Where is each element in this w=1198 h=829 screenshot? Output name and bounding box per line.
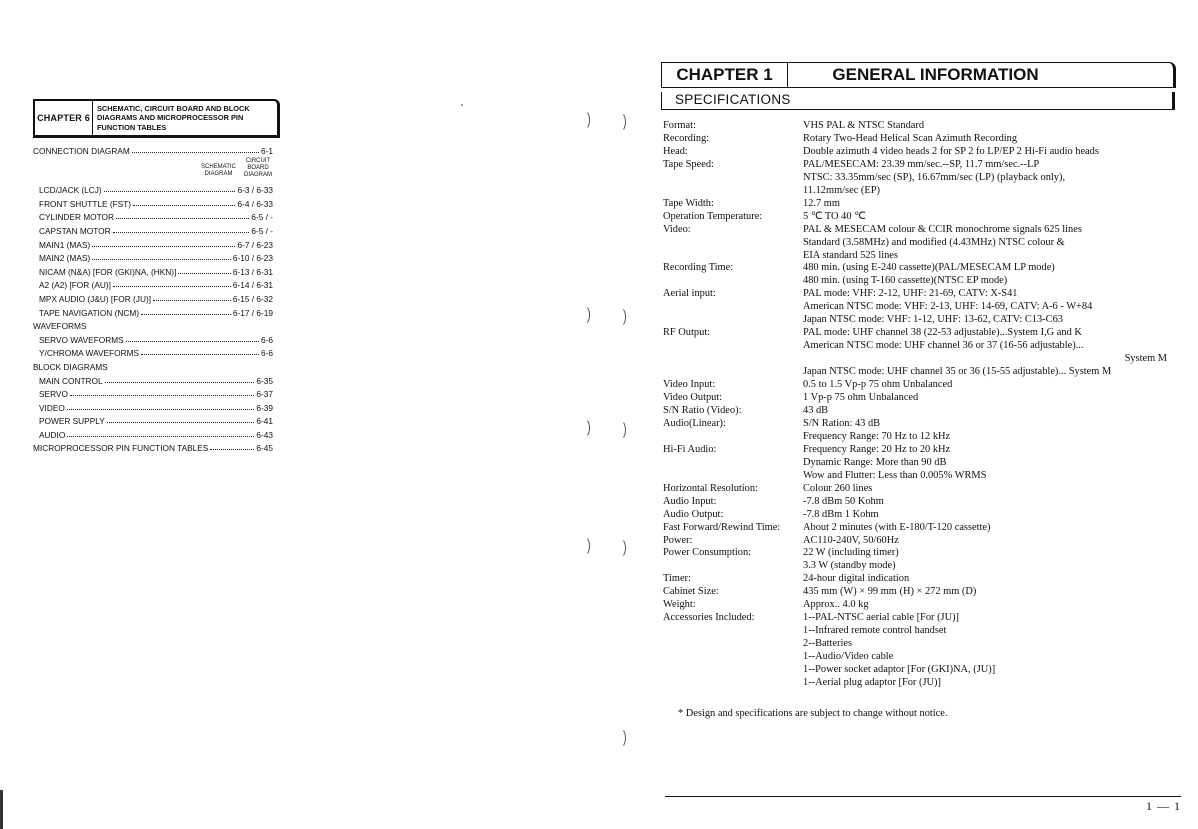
toc-entry[interactable]	[33, 209, 273, 223]
spec-row	[663, 522, 1173, 535]
spec-values	[803, 496, 1173, 509]
spec-label: S/N Ratio (Video):	[663, 404, 742, 416]
binding-hole-icon	[578, 418, 590, 438]
toc-entry-page: 6-6	[261, 334, 273, 345]
spec-values	[803, 405, 1173, 418]
spec-value-line: 1--Power socket adaptor [For (GKI)NA, (JU)]	[803, 664, 996, 676]
toc-entry-page: 6-4 / 6-33	[237, 198, 273, 209]
toc-entry-name: FRONT SHUTTLE (FST)	[39, 198, 132, 209]
binding-hole-icon	[614, 538, 626, 558]
spec-row	[663, 133, 1173, 146]
toc-entry-name: MAIN1 (MAS)	[39, 239, 91, 250]
toc-entry-page: 6-17 / 6-19	[232, 307, 273, 318]
spec-row	[663, 547, 1173, 573]
spec-values	[803, 573, 1173, 586]
toc-waveforms-list	[33, 331, 273, 358]
chapter-6-header-box	[33, 99, 280, 138]
spec-row	[663, 418, 1173, 444]
toc-entry-name: Y/CHROMA WAVEFORMS	[39, 348, 140, 359]
toc-entry-name: MPX AUDIO (J&U) [FOR (JU)]	[39, 293, 152, 304]
spec-value-line: 1 Vp-p 75 ohm Unbalanced	[803, 392, 919, 404]
spec-label: Video:	[663, 223, 691, 235]
chapter-1-label: CHAPTER 1	[662, 63, 788, 87]
toc-entry[interactable]	[33, 142, 273, 156]
spec-row	[663, 392, 1173, 405]
toc-entry-name: CAPSTAN MOTOR	[39, 225, 111, 236]
toc-leader-dots	[104, 191, 236, 192]
chapter-6-label: CHAPTER 6	[35, 101, 93, 135]
spec-label: Audio Output:	[663, 508, 724, 520]
spec-label: Horizontal Resolution:	[663, 482, 758, 494]
spec-label: Audio(Linear):	[663, 417, 726, 429]
column-header-line: DIAGRAM	[204, 170, 233, 177]
spec-value-line: Dynamic Range: More than 90 dB	[803, 456, 947, 468]
toc-entry[interactable]	[33, 386, 273, 400]
toc-entry[interactable]	[33, 277, 273, 291]
toc-entry-page: 6-45	[256, 443, 273, 454]
spec-values	[803, 522, 1173, 535]
toc-entry[interactable]	[33, 290, 273, 304]
spec-values	[803, 483, 1173, 496]
circuit-board-diagram-column-header	[244, 158, 272, 179]
spec-value-line: 0.5 to 1.5 Vp-p 75 ohm Unbalanced	[803, 379, 953, 391]
chapter-1-header-box	[661, 62, 1176, 88]
toc-leader-dots	[70, 395, 254, 396]
toc-entry-page: 6-7 / 6-23	[237, 239, 273, 250]
toc-leader-dots	[178, 273, 231, 274]
toc-entry-name: MICROPROCESSOR PIN FUNCTION TABLES	[33, 443, 209, 454]
toc-leader-dots	[141, 354, 259, 355]
page-number: 1 — 1	[1146, 799, 1181, 813]
spec-row	[663, 509, 1173, 522]
spec-label: Recording Time:	[663, 262, 734, 274]
spec-values	[803, 392, 1173, 405]
toc-entry[interactable]	[33, 345, 273, 359]
spec-label: Video Input:	[663, 379, 716, 391]
toc-leader-dots	[126, 341, 259, 342]
spec-label: Video Output:	[663, 392, 723, 404]
spec-values	[803, 612, 1173, 690]
binding-hole-icon	[614, 420, 626, 440]
toc-entry-name: A2 (A2) [FOR (AU)]	[39, 280, 111, 291]
toc-entry[interactable]	[33, 222, 273, 236]
spec-label: Hi-Fi Audio:	[663, 443, 717, 455]
toc-entry[interactable]	[33, 399, 273, 413]
toc-entry[interactable]	[33, 195, 273, 209]
spec-label: Power:	[663, 534, 693, 546]
spec-value-line: 1--Aerial plug adaptor [For (JU)]	[803, 676, 941, 688]
spec-value-line: American NTSC mode: VHF: 2-13, UHF: 14-69, CATV: A-6 - W+84	[803, 301, 1093, 313]
spec-values	[803, 586, 1173, 599]
spec-value-line: -7.8 dBm 1 Kohm	[803, 508, 879, 520]
spec-row	[663, 586, 1173, 599]
binding-hole-icon	[578, 305, 590, 325]
spec-value-line: System M	[1124, 353, 1167, 365]
spec-label: Tape Width:	[663, 197, 714, 209]
column-header-line: DIAGRAM	[244, 171, 273, 178]
spec-value-line: 2--Batteries	[803, 638, 853, 650]
toc-entry-name: AUDIO	[39, 429, 66, 440]
spec-value-line: American NTSC mode: UHF channel 36 or 37 (16-56 adjustable)...	[803, 340, 1084, 352]
chapter-1-title: GENERAL INFORMATION	[832, 65, 1039, 84]
toc-entry-name: SERVO	[39, 389, 68, 400]
spec-value-line: Japan NTSC mode: UHF channel 35 or 36 (15-55 adjustable)... System M	[803, 366, 1112, 378]
spec-row	[663, 288, 1173, 327]
toc-leader-dots	[113, 286, 231, 287]
table-of-contents	[33, 142, 273, 453]
binding-hole-icon	[614, 307, 626, 327]
spec-label: Cabinet Size:	[663, 586, 719, 598]
spec-label: Fast Forward/Rewind Time:	[663, 521, 781, 533]
toc-column-headers	[33, 156, 273, 182]
spec-value-line: S/N Ration: 43 dB	[803, 417, 881, 429]
spec-values	[803, 327, 1173, 379]
toc-entry-name: CONNECTION DIAGRAM	[33, 145, 130, 156]
spec-value-line: EIA standard 525 lines	[803, 249, 898, 261]
toc-section-heading: BLOCK DIAGRAMS	[33, 361, 108, 372]
spec-label: Recording:	[663, 132, 710, 144]
spec-value-line: PAL mode: VHF: 2-12, UHF: 21-69, CATV: X-S41	[803, 288, 1018, 300]
toc-entry[interactable]	[33, 236, 273, 250]
toc-leader-dots	[210, 449, 254, 450]
toc-entry-page: 6-39	[256, 402, 273, 413]
specifications-heading-bar	[661, 92, 1175, 110]
spec-row	[663, 120, 1173, 133]
schematic-diagram-column-header	[201, 164, 236, 178]
spec-value-line: 480 min. (using E-240 cassette)(PAL/MESECAM LP mode)	[803, 262, 1055, 274]
spec-values	[803, 509, 1173, 522]
spec-values	[803, 379, 1173, 392]
spec-values	[803, 535, 1173, 548]
toc-entry-page: 6-37	[256, 389, 273, 400]
toc-entry-page: 6-1	[261, 145, 273, 156]
spec-values	[803, 198, 1173, 211]
spec-value-line: Japan NTSC mode: VHF: 1-12, UHF: 13-62, CATV: C13-C63	[803, 314, 1063, 326]
toc-entry-page: 6-14 / 6-31	[232, 280, 273, 291]
spec-values	[803, 146, 1173, 159]
toc-entry-name: MAIN2 (MAS)	[39, 253, 91, 264]
spec-row	[663, 159, 1173, 198]
toc-leader-dots	[67, 409, 255, 410]
spec-value-line: AC110-240V, 50/60Hz	[803, 534, 899, 546]
spec-value-line: Rotary Two-Head Helical Scan Azimuth Recording	[803, 132, 1018, 144]
spec-values	[803, 418, 1173, 444]
spec-value-line: 3.3 W (standby mode)	[803, 560, 896, 572]
column-header-line: CIRCUIT	[245, 157, 271, 164]
spec-values	[803, 120, 1173, 133]
spec-label: Accessories Included:	[663, 612, 755, 624]
toc-entry-page: 6-43	[256, 429, 273, 440]
spec-value-line: About 2 minutes (with E-180/T-120 cassette)	[803, 521, 991, 533]
toc-entry[interactable]	[33, 331, 273, 345]
binding-hole-icon	[578, 110, 590, 130]
spec-value-line: 5 ℃ TO 40 ℃	[803, 210, 866, 222]
toc-entry-name: VIDEO	[39, 402, 65, 413]
toc-leader-dots	[153, 300, 231, 301]
toc-main-list	[33, 182, 273, 318]
spec-value-line: 480 min. (using T-160 cassette)(NTSC EP mode)	[803, 275, 1008, 287]
spec-values	[803, 133, 1173, 146]
spec-label: Timer:	[663, 573, 691, 585]
spec-label: Aerial input:	[663, 288, 716, 300]
spec-values	[803, 599, 1173, 612]
spec-value-line: 24-hour digital indication	[803, 573, 910, 585]
spec-value-line: NTSC: 33.35mm/sec (SP), 16.67mm/sec (LP) (playback only),	[803, 171, 1066, 183]
toc-leader-dots	[132, 152, 259, 153]
spec-value-line: 1--Audio/Video cable	[803, 651, 894, 663]
spec-value-line: PAL mode: UHF channel 38 (22-53 adjustable)...System I,G and K	[803, 327, 1082, 339]
spec-row	[663, 405, 1173, 418]
toc-entry-page: 6-15 / 6-32	[232, 293, 273, 304]
toc-entry-name: POWER SUPPLY	[39, 416, 105, 427]
spec-value-line: Frequency Range: 70 Hz to 12 kHz	[803, 430, 951, 442]
toc-entry[interactable]	[33, 426, 273, 440]
chapter-6-title-line: FUNCTION TABLES	[97, 122, 167, 132]
toc-entry-page: 6-13 / 6-31	[232, 266, 273, 277]
spec-value-line: PAL/MESECAM: 23.39 mm/sec.--SP, 11.7 mm/sec.--LP	[803, 158, 1040, 170]
toc-entry-name: TAPE NAVIGATION (NCM)	[39, 307, 140, 318]
toc-leader-dots	[105, 382, 255, 383]
toc-entry[interactable]	[33, 413, 273, 427]
spec-label: Format:	[663, 120, 696, 131]
spec-row	[663, 211, 1173, 224]
chapter-6-title	[93, 101, 277, 135]
spec-row	[663, 146, 1173, 159]
spec-row	[663, 535, 1173, 548]
spec-value-line: Colour 260 lines	[803, 482, 873, 494]
toc-entry-page: 6-5 / -	[251, 212, 273, 223]
spec-value-line: 22 W (including timer)	[803, 547, 899, 559]
spec-value-line: Frequency Range: 20 Hz to 20 kHz	[803, 443, 951, 455]
spec-row	[663, 198, 1173, 211]
toc-entry-name: MAIN CONTROL	[39, 375, 103, 386]
spec-value-line: Double azimuth 4 video heads 2 for SP 2 fo LP/EP 2 Hi-Fi audio heads	[803, 145, 1099, 157]
toc-entry-name: LCD/JACK (LCJ)	[39, 185, 102, 196]
toc-leader-dots	[113, 232, 250, 233]
toc-entry-page: 6-10 / 6-23	[232, 253, 273, 264]
toc-entry-page: 6-35	[256, 375, 273, 386]
spec-row	[663, 224, 1173, 263]
spec-row	[663, 483, 1173, 496]
spec-row	[663, 444, 1173, 483]
toc-entry-page: 6-3 / 6-33	[237, 185, 273, 196]
spec-value-line: 435 mm (W) × 99 mm (H) × 272 mm (D)	[803, 586, 977, 598]
spec-row	[663, 262, 1173, 288]
specifications-list	[663, 120, 1173, 690]
spec-values	[803, 288, 1173, 327]
toc-entry-page: 6-5 / -	[251, 225, 273, 236]
toc-leader-dots	[67, 436, 254, 437]
binding-hole-icon	[614, 728, 626, 748]
footnote: * Design and specifications are subject to change without notice.	[678, 708, 948, 719]
spec-label: Weight:	[663, 599, 696, 611]
spec-value-line: PAL & MESECAM colour & CCIR monochrome signals 625 lines	[803, 223, 1082, 235]
spec-label: Audio Input:	[663, 495, 717, 507]
toc-leader-dots	[141, 314, 231, 315]
footer-rule	[665, 796, 1181, 797]
toc-leader-dots	[92, 246, 235, 247]
spec-values	[803, 159, 1173, 198]
spec-value-line: Approx.. 4.0 kg	[803, 599, 869, 611]
toc-entry-page: 6-41	[256, 416, 273, 427]
spec-values	[803, 224, 1173, 263]
toc-leader-dots	[92, 259, 231, 260]
toc-entry-name: NICAM (N&A) [FOR (GKI)NA, (HKN)]	[39, 266, 177, 277]
specifications-heading: SPECIFICATIONS	[675, 92, 791, 107]
spec-value-line: Wow and Flutter: Less than 0.005% WRMS	[803, 469, 987, 481]
binding-hole-icon	[578, 536, 590, 556]
spec-value-line: 11.12mm/sec (EP)	[803, 184, 880, 196]
spec-label: Head:	[663, 145, 688, 157]
spec-value-line: Standard (3.58MHz) and modified (4.43MHz) NTSC colour &	[803, 236, 1065, 248]
chapter-6-title-line: SCHEMATIC, CIRCUIT BOARD AND BLOCK	[97, 103, 250, 113]
spec-label: RF Output:	[663, 327, 711, 339]
toc-leader-dots	[116, 218, 249, 219]
toc-entry[interactable]	[33, 263, 273, 277]
toc-entry[interactable]	[33, 250, 273, 264]
binding-hole-icon	[614, 112, 626, 132]
spec-row	[663, 573, 1173, 586]
column-header-line: SCHEMATIC	[201, 163, 236, 170]
spec-row	[663, 496, 1173, 509]
toc-leader-dots	[107, 422, 255, 423]
spec-values	[803, 211, 1173, 224]
chapter-6-title-line: DIAGRAMS AND MICROPROCESSOR PIN	[97, 113, 244, 123]
spec-row	[663, 379, 1173, 392]
spec-row	[663, 612, 1173, 690]
scan-speck	[461, 104, 463, 106]
spec-row	[663, 599, 1173, 612]
column-header-line: BOARD	[247, 164, 269, 171]
toc-entry-name: CYLINDER MOTOR	[39, 212, 114, 223]
spec-value-line: 1--Infrared remote control handset	[803, 625, 947, 637]
spec-value-line: VHS PAL & NTSC Standard	[803, 120, 925, 131]
toc-leader-dots	[133, 205, 235, 206]
spec-values	[803, 262, 1173, 288]
spec-value-line: -7.8 dBm 50 Kohm	[803, 495, 884, 507]
toc-entry[interactable]	[33, 372, 273, 386]
toc-entry[interactable]	[33, 182, 273, 196]
binding-edge	[0, 790, 3, 829]
toc-entry-name: SERVO WAVEFORMS	[39, 334, 124, 345]
toc-entry[interactable]	[33, 304, 273, 318]
spec-label: Power Consumption:	[663, 547, 752, 559]
spec-label: Tape Speed:	[663, 158, 714, 170]
spec-value-line: 43 dB	[803, 404, 829, 416]
spec-row	[663, 327, 1173, 379]
toc-block-list	[33, 372, 273, 440]
spec-value-line: 1--PAL-NTSC aerial cable [For (JU)]	[803, 612, 960, 624]
spec-values	[803, 444, 1173, 483]
spec-values	[803, 547, 1173, 573]
toc-entry-page: 6-6	[261, 348, 273, 359]
toc-entry[interactable]	[33, 440, 273, 454]
spec-label: Operation Temperature:	[663, 210, 763, 222]
spec-value-line: 12.7 mm	[803, 197, 840, 209]
toc-section-heading: WAVEFORMS	[33, 321, 87, 332]
